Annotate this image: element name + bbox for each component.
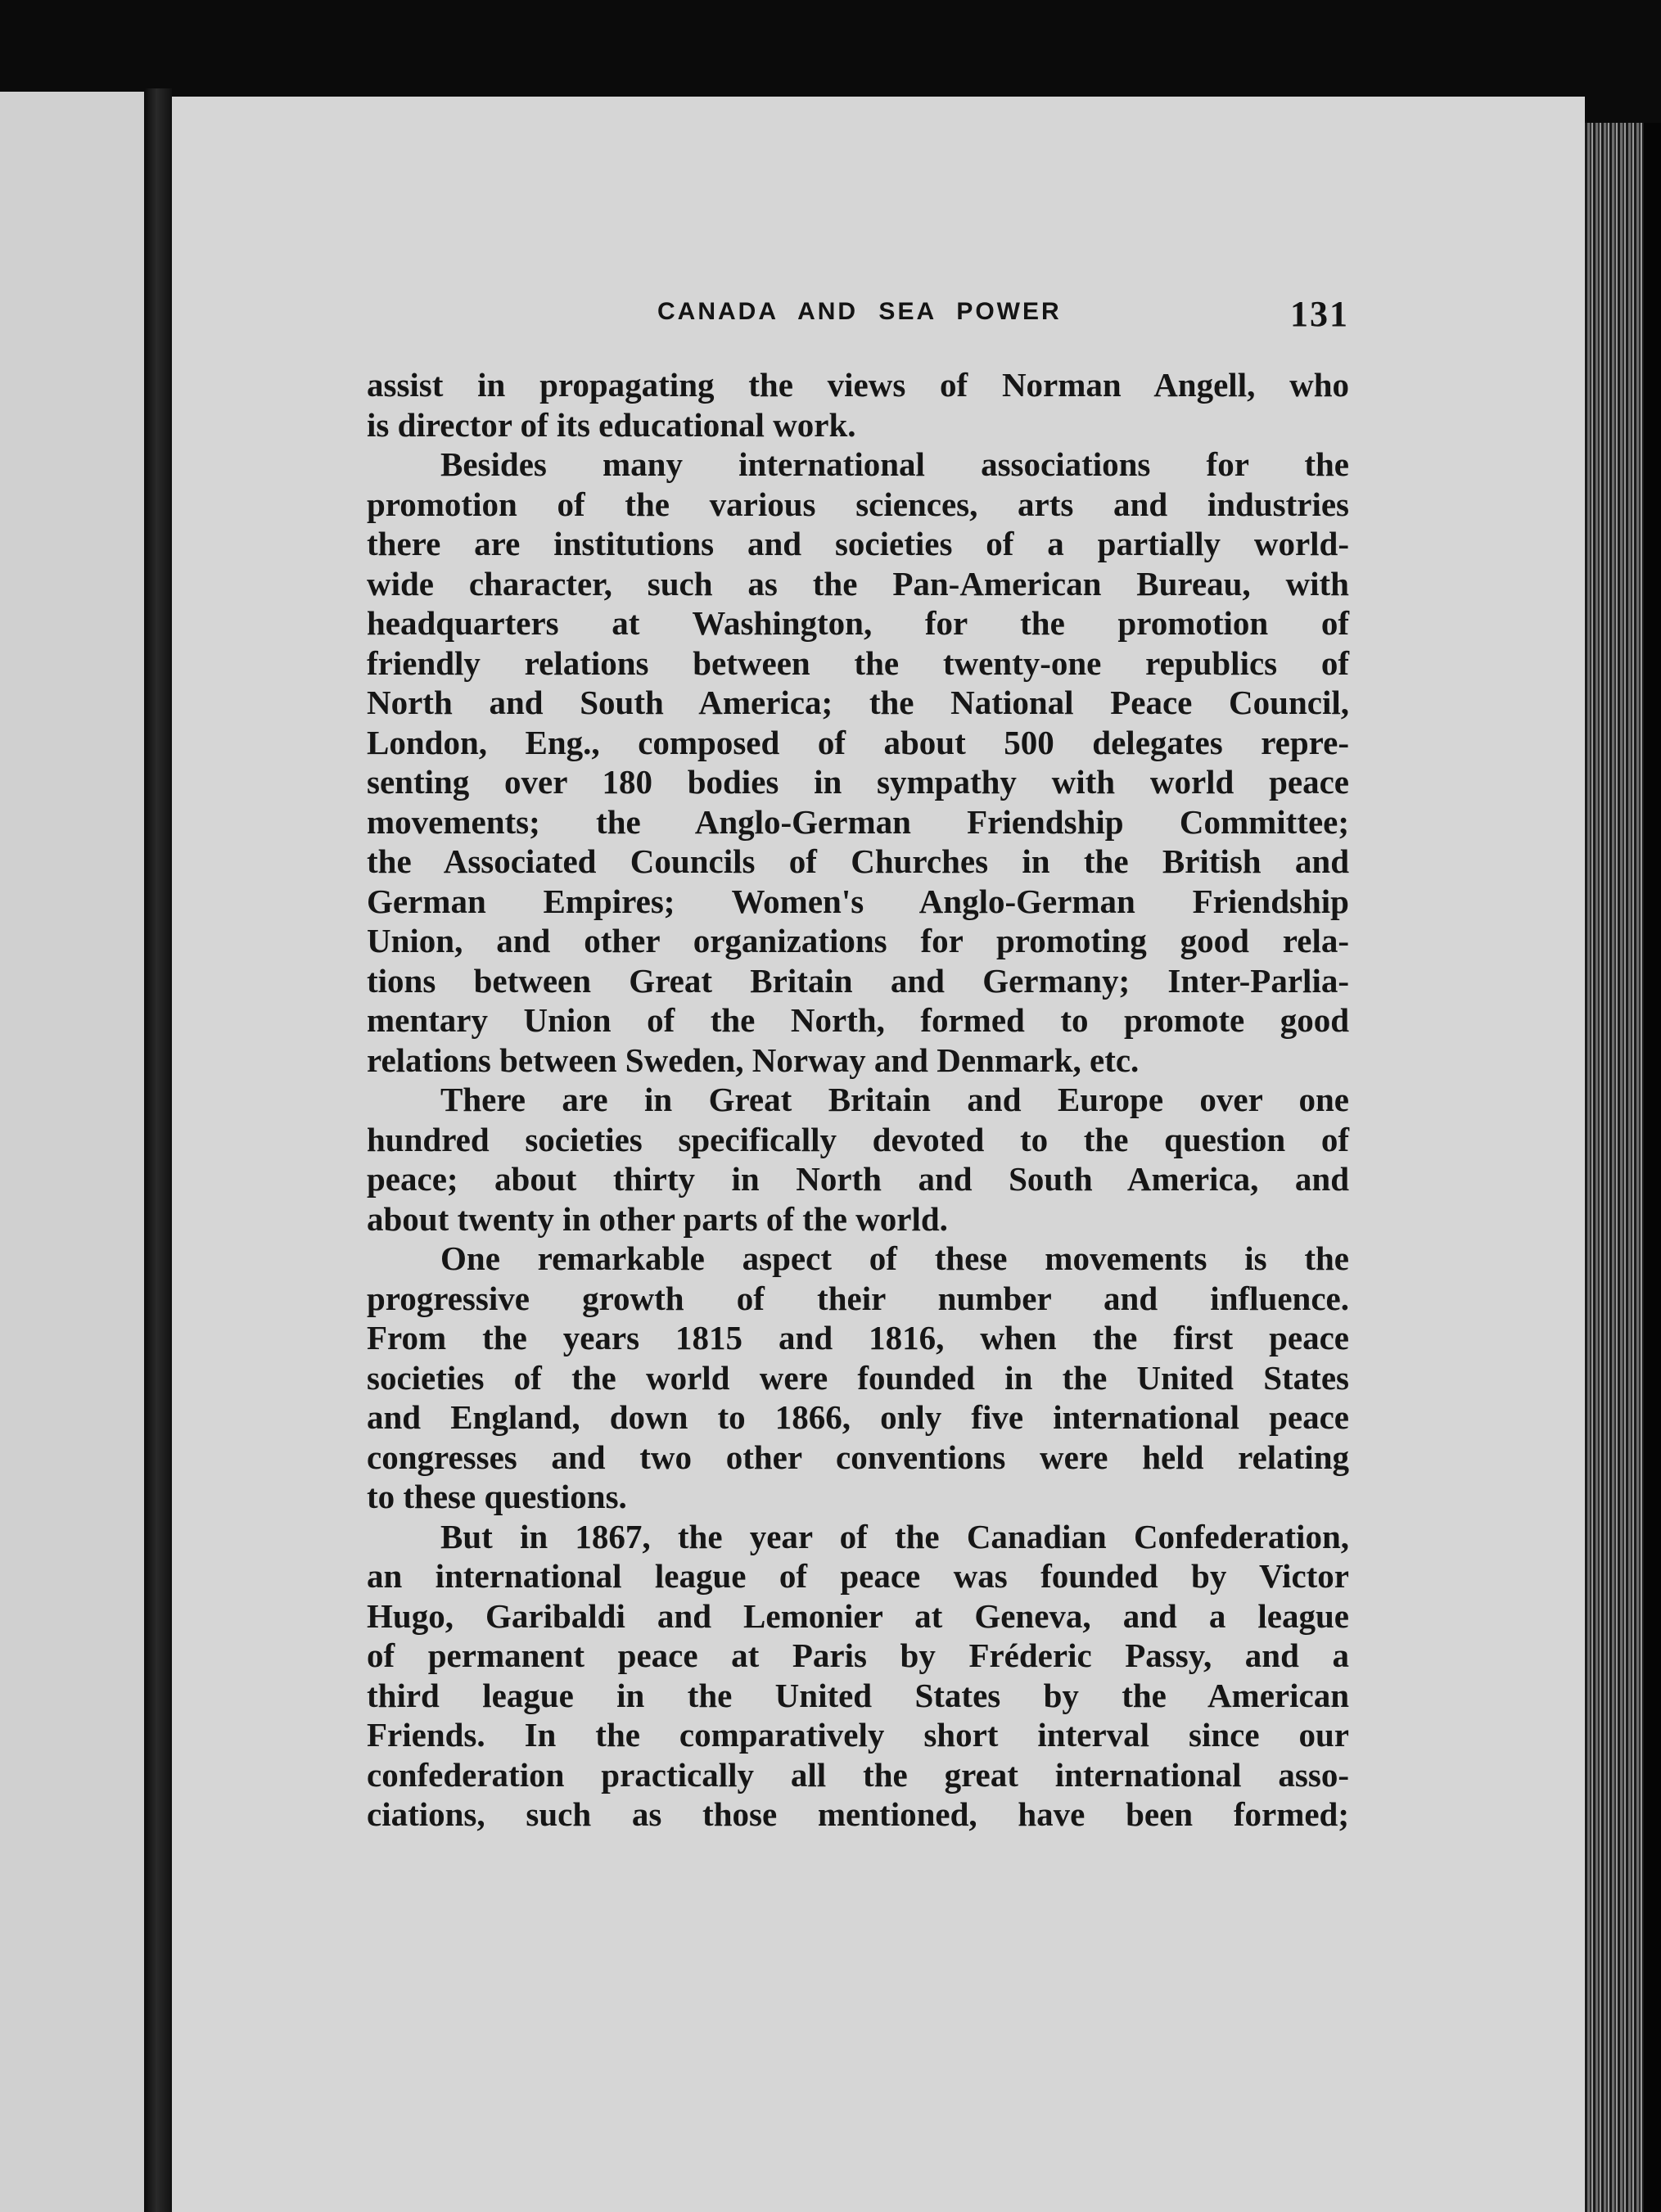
text-line: to these questions. — [367, 1478, 627, 1515]
page-edge-shadow — [1644, 123, 1661, 2212]
running-head — [367, 293, 1349, 339]
paragraph-first-line: Besides many international associations for the — [440, 445, 1349, 483]
text-line: mentary Union of the North, formed to promote good — [367, 1001, 1349, 1039]
text-line: the Associated Councils of Churches in the British and — [367, 842, 1349, 880]
text-line: and England, down to 1866, only five international peace — [367, 1398, 1349, 1436]
text-line: congresses and two other conventions were held relating — [367, 1438, 1349, 1476]
text-line: third league in the United States by the American — [367, 1676, 1349, 1714]
text-line: of permanent peace at Paris by Fréderic Passy, and a — [367, 1636, 1349, 1674]
running-title: CANADA AND SEA POWER — [657, 298, 1062, 325]
text-line: about twenty in other parts of the world. — [367, 1199, 948, 1238]
text-line: German Empires; Women's Anglo-German Friendship — [367, 882, 1349, 920]
page-number: 131 — [1290, 294, 1349, 334]
left-facing-page-edge — [0, 92, 144, 2212]
paragraph-first-line: One remarkable aspect of these movements is the — [440, 1239, 1349, 1277]
text-line: Friends. In the comparatively short interval since our — [367, 1716, 1349, 1754]
text-line: assist in propagating the views of Norman Angell, who — [367, 366, 1349, 404]
text-line: relations between Sweden, Norway and Denmark, etc. — [367, 1041, 1140, 1079]
text-line: senting over 180 bodies in sympathy with world peace — [367, 763, 1349, 801]
text-line: an international league of peace was founded by Victor — [367, 1557, 1349, 1595]
text-line: ciations, such as those mentioned, have been formed; — [367, 1795, 1349, 1833]
text-line: From the years 1815 and 1816, when the first peace — [367, 1319, 1349, 1357]
text-line: hundred societies specifically devoted to the question of — [367, 1120, 1349, 1158]
text-line: societies of the world were founded in the United States — [367, 1358, 1349, 1397]
paragraph-first-line: There are in Great Britain and Europe over one — [440, 1081, 1349, 1118]
text-line: headquarters at Washington, for the promotion of — [367, 604, 1349, 642]
text-line: wide character, such as the Pan-American Bureau, with — [367, 564, 1349, 603]
text-line: confederation practically all the great international asso- — [367, 1755, 1349, 1794]
text-line: friendly relations between the twenty-one republics of — [367, 643, 1349, 682]
text-line: there are institutions and societies of a partially world- — [367, 525, 1349, 562]
body-text — [367, 365, 1349, 1835]
text-line: is director of its educational work. — [367, 405, 856, 444]
text-line: London, Eng., composed of about 500 delegates repre- — [367, 723, 1349, 761]
text-line: North and South America; the National Peace Council, — [367, 684, 1349, 721]
text-line: peace; about thirty in North and South America, and — [367, 1160, 1349, 1198]
paragraph-first-line: But in 1867, the year of the Canadian Confederation, — [440, 1517, 1349, 1555]
text-line: movements; the Anglo-German Friendship Committee; — [367, 802, 1349, 841]
text-line: promotion of the various sciences, arts and industries — [367, 485, 1349, 523]
text-line: Union, and other organizations for promoting good rela- — [367, 922, 1349, 959]
book-gutter — [144, 88, 172, 2212]
page-stack-edges — [1585, 123, 1644, 2212]
text-line: progressive growth of their number and influence. — [367, 1279, 1349, 1317]
text-line: tions between Great Britain and Germany; Inter-Parlia- — [367, 961, 1349, 1000]
text-line: Hugo, Garibaldi and Lemonier at Geneva, and a league — [367, 1596, 1349, 1635]
